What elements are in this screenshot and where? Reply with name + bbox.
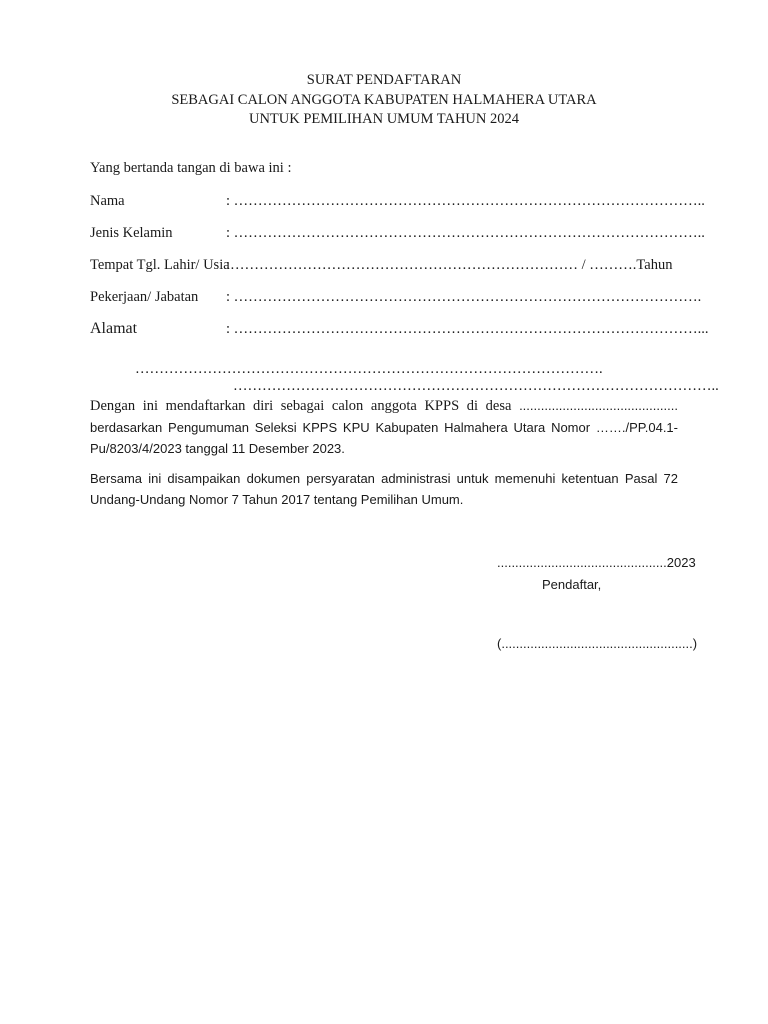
- field-value-nama: : ……………………………………………………………………………………..: [226, 193, 705, 209]
- field-value-jenis-kelamin: : ……………………………………………………………………………………..: [226, 225, 705, 241]
- registration-paragraph: [90, 395, 678, 459]
- field-label-alamat: Alamat: [90, 320, 138, 337]
- field-label-tempat-tgl-lahir: Tempat Tgl. Lahir/ Usia: [90, 257, 230, 273]
- address-line-3: ………………………………………………………………………………………..: [233, 378, 719, 394]
- title-line-1: SURAT PENDAFTARAN: [306, 72, 462, 88]
- field-value-alamat: : ……………………………………………………………………………………...: [226, 321, 709, 337]
- title-line-3: UNTUK PEMILIHAN UMUM TAHUN 2024: [248, 111, 520, 127]
- field-label-pekerjaan: Pekerjaan/ Jabatan: [90, 289, 199, 305]
- title-line-2: SEBAGAI CALON ANGGOTA KABUPATEN HALMAHERA UTARA: [171, 92, 597, 108]
- field-label-jenis-kelamin: Jenis Kelamin: [90, 225, 173, 241]
- signature-name-placeholder: (.....................................................): [497, 636, 698, 651]
- field-label-nama: Nama: [90, 193, 125, 209]
- registration-paragraph-rest: ............................................ berdasarkan Pengumuman Seleksi KPPS KPU Kabupaten Halmahera Utara Nomor ……./PP.04.1-Pu/8203/4/2023 tanggal 11 Desember 2023.: [90, 398, 678, 456]
- registration-paragraph-lead: Dengan ini mendaftarkan diri sebagai calon anggota KPPS di desa: [90, 398, 512, 414]
- intro-text: Yang bertanda tangan di bawa ini :: [90, 160, 292, 176]
- signature-role: Pendaftar,: [542, 577, 602, 592]
- field-value-pekerjaan: : …………………………………………………………………………………….: [226, 289, 702, 305]
- requirements-paragraph: Bersama ini disampaikan dokumen persyaratan administrasi untuk memenuhi ketentuan Pasal 72 Undang-Undang Nomor 7 Tahun 2017 tentang Pemilihan Umum.: [90, 471, 678, 507]
- signature-date: ...............................................2023: [497, 555, 696, 570]
- field-value-tempat-tgl-lahir: :……………………………………………………………… / ……….Tahun: [226, 257, 673, 273]
- address-line-2: …………………………………………………………………………………….: [135, 361, 603, 377]
